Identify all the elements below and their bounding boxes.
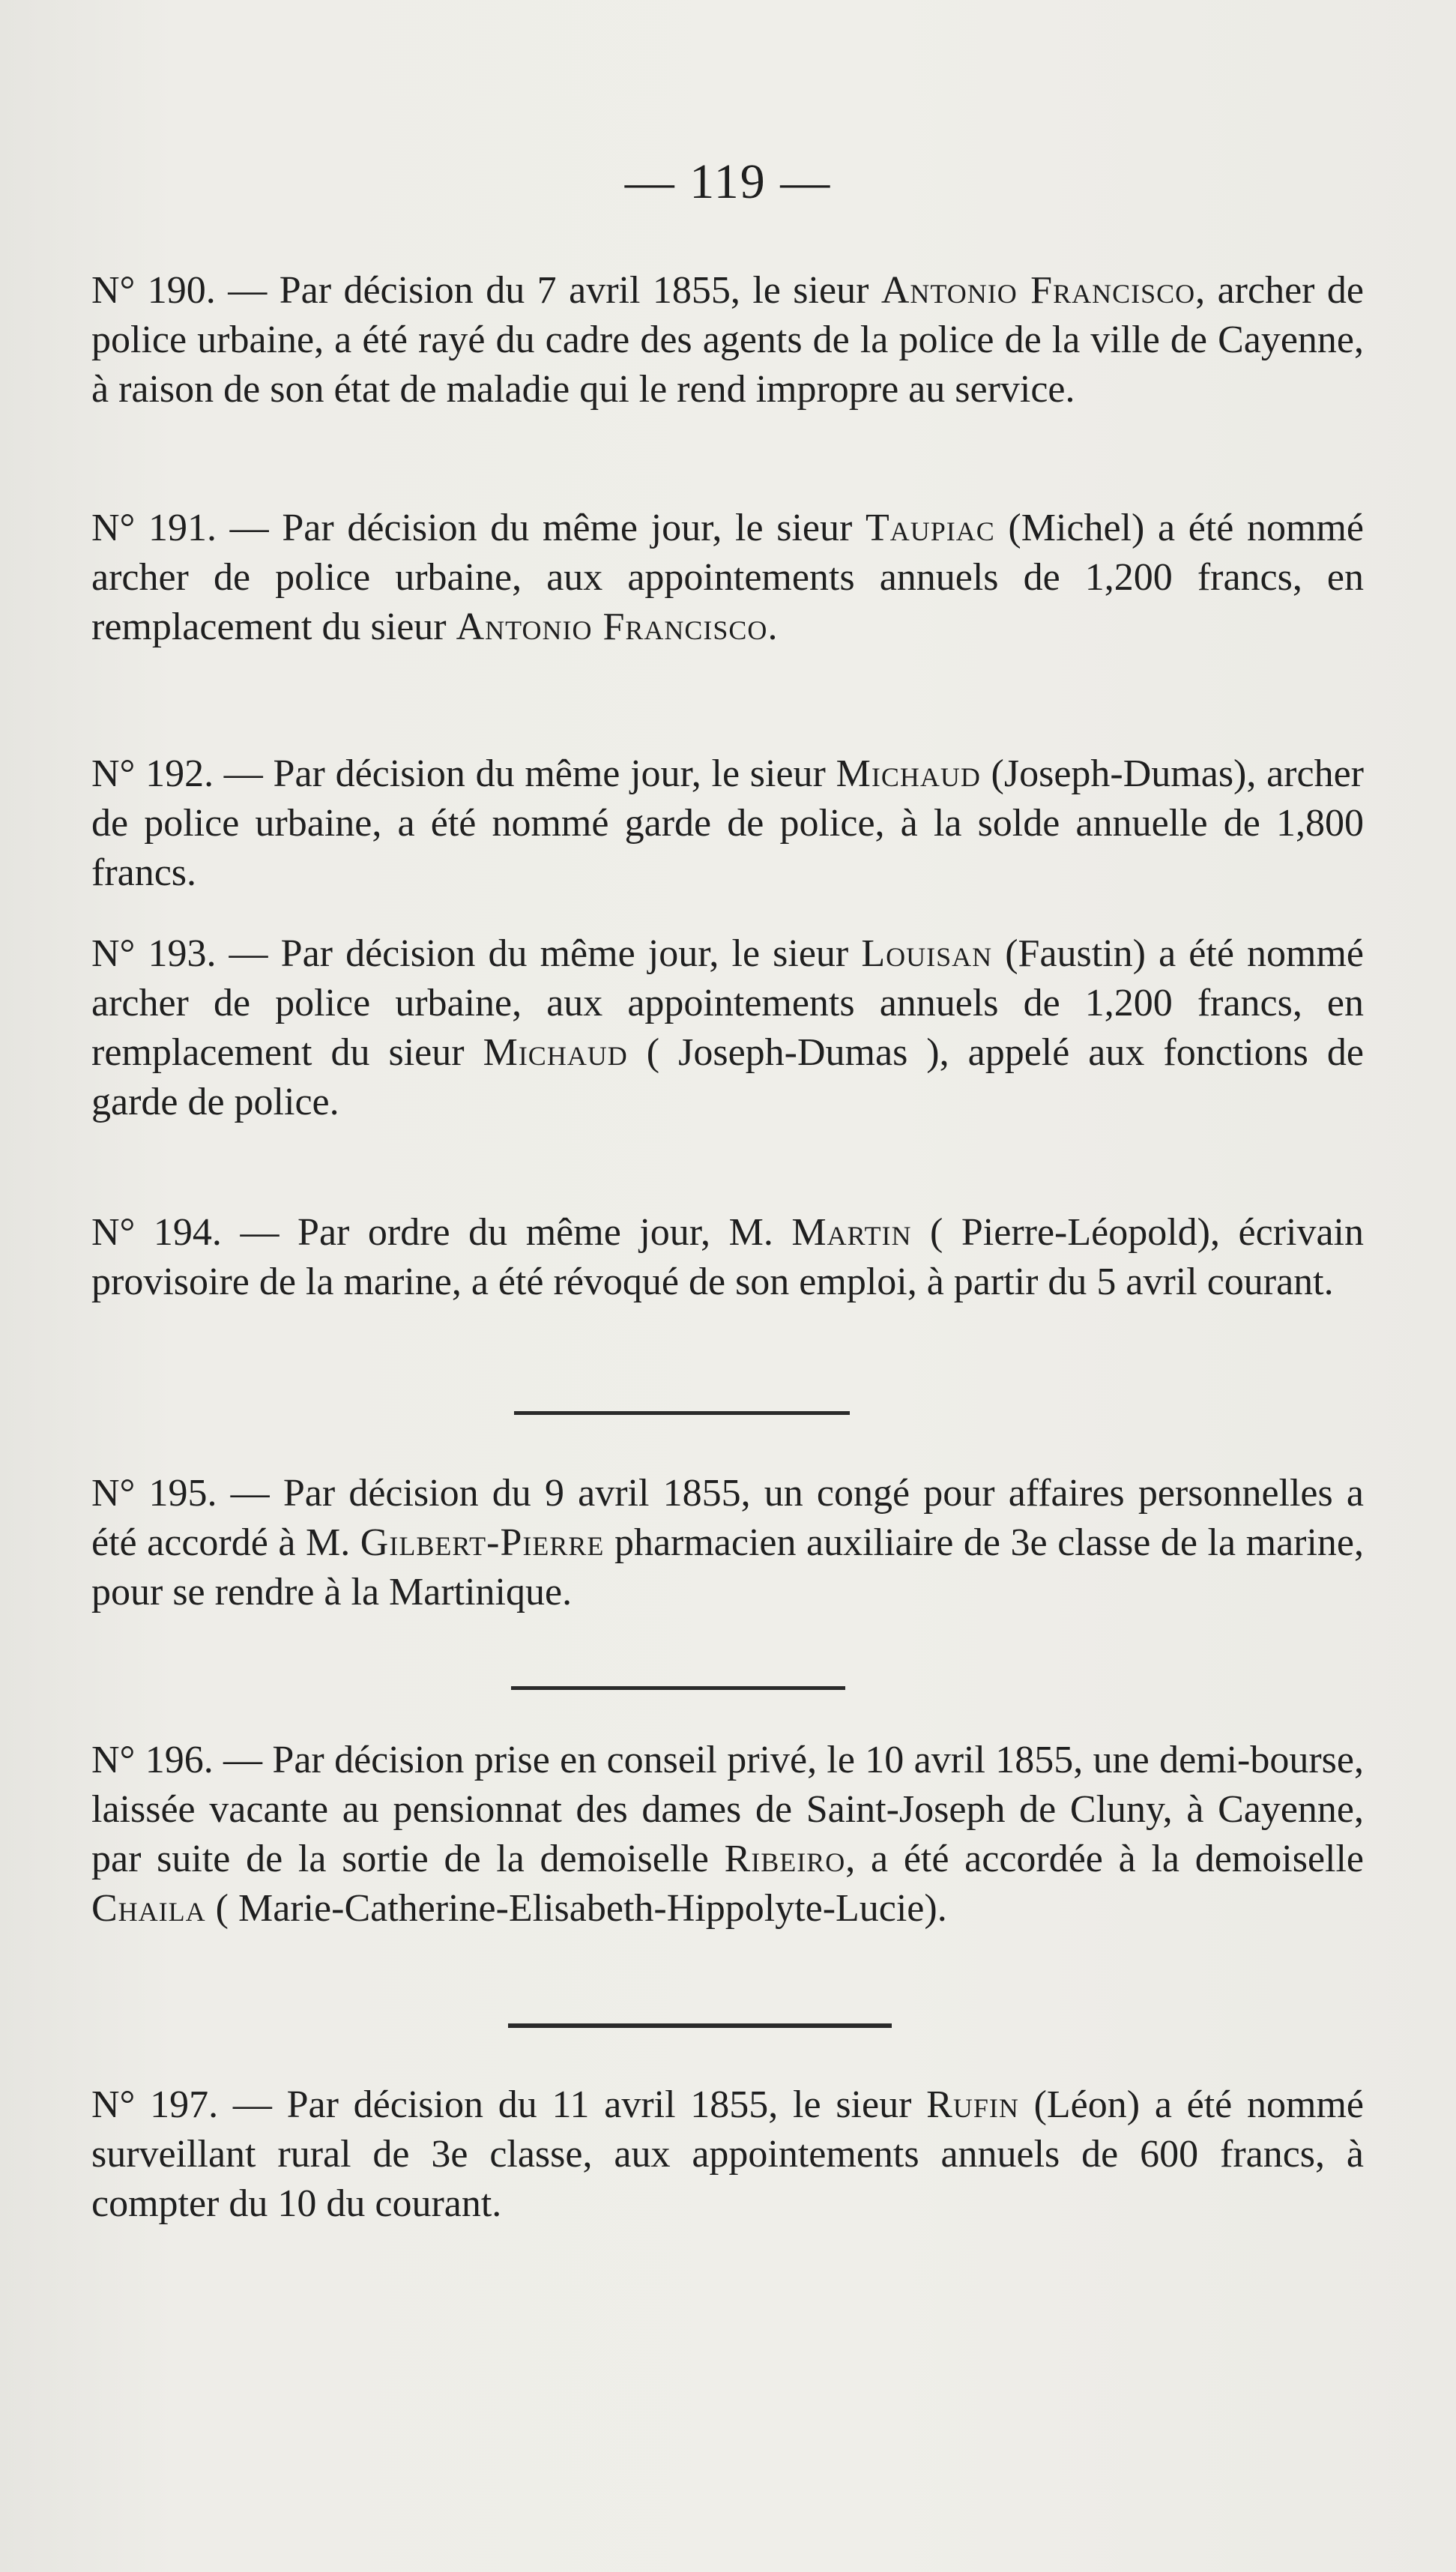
entry-190 (91, 266, 1364, 414)
entry-text: N° 190. — Par décision du 7 avril 1855, le sieur (91, 269, 881, 312)
entry-text: , a été accordée à la demoiselle (845, 1838, 1364, 1880)
entry-text: (Faustin) a été nommé archer de police urbaine, aux appointements annuels de 1,200 francs, en remplacement du sieur (91, 932, 1364, 1074)
entry-text: (Michel) a été nommé archer de police urbaine, aux appointements annuels de 1,200 francs, en remplacement du sieur (91, 507, 1364, 648)
entry-194 (91, 1208, 1364, 1307)
person-name: Gilbert-Pierre (360, 1521, 605, 1564)
entry-text: , archer de police urbaine, a été rayé du cadre des agents de la police de la ville de Cayenne, à raison de son état de maladie qui le rend impropre au service. (91, 269, 1364, 411)
entry-193 (91, 929, 1364, 1127)
entry-192 (91, 749, 1364, 898)
entry-text: N° 193. — Par décision du même jour, le sieur (91, 932, 862, 975)
entry-text: N° 195. — Par décision du 9 avril 1855, un congé pour affaires personnelles a été accordé à M. (91, 1472, 1364, 1564)
entry-text: ( Pierre-Léopold), écrivain provisoire de la marine, a été révoqué de son emploi, à partir du 5 avril courant. (91, 1211, 1364, 1303)
person-name: Ribeiro (724, 1838, 846, 1880)
entry-text: ( Marie-Catherine-Elisabeth-Hippolyte-Lucie). (205, 1887, 947, 1930)
entry-text: (Joseph-Dumas), archer de police urbaine, a été nommé garde de police, à la solde annuelle de 1,800 francs. (91, 752, 1364, 894)
entry-text: N° 192. — Par décision du même jour, le sieur (91, 752, 836, 795)
separator-rule (511, 1686, 845, 1690)
person-name: Martin (791, 1211, 912, 1254)
entry-text: pharmacien auxiliaire de 3e classe de la marine, pour se rendre à la Martinique. (91, 1521, 1364, 1613)
entry-191 (91, 504, 1364, 652)
entry-text: . (767, 606, 778, 648)
person-name: Taupiac (865, 507, 995, 549)
person-name: Antonio Francisco (456, 606, 768, 648)
entry-196 (91, 1736, 1364, 1933)
entry-text: N° 197. — Par décision du 11 avril 1855, le sieur (91, 2083, 927, 2126)
entry-text: N° 196. — Par décision prise en conseil privé, le 10 avril 1855, une demi-bourse, laissée vacante au pensionnat des dames de Saint-Joseph de Cluny, à Cayenne, par suite de la sortie de la demoiselle (91, 1739, 1364, 1880)
entry-text: N° 191. — Par décision du même jour, le sieur (91, 507, 866, 549)
entry-text: (Léon) a été nommé surveillant rural de 3e classe, aux appointements annuels de 600 francs, à compter du 10 du courant. (91, 2083, 1364, 2225)
entry-195 (91, 1469, 1364, 1617)
person-name: Michaud (483, 1031, 628, 1074)
person-name: Chaila (91, 1887, 206, 1930)
separator-rule (514, 1411, 850, 1415)
entry-text: ( Joseph-Dumas ), appelé aux fonctions de garde de police. (91, 1031, 1364, 1123)
person-name: Antonio Francisco (880, 269, 1196, 312)
person-name: Louisan (861, 932, 993, 975)
entry-text: N° 194. — Par ordre du même jour, M. (91, 1211, 792, 1254)
person-name: Rufin (926, 2083, 1019, 2126)
person-name: Michaud (836, 752, 981, 795)
separator-rule (508, 2023, 892, 2028)
entry-197 (91, 2080, 1364, 2229)
page-number: — 119 — (624, 154, 832, 209)
